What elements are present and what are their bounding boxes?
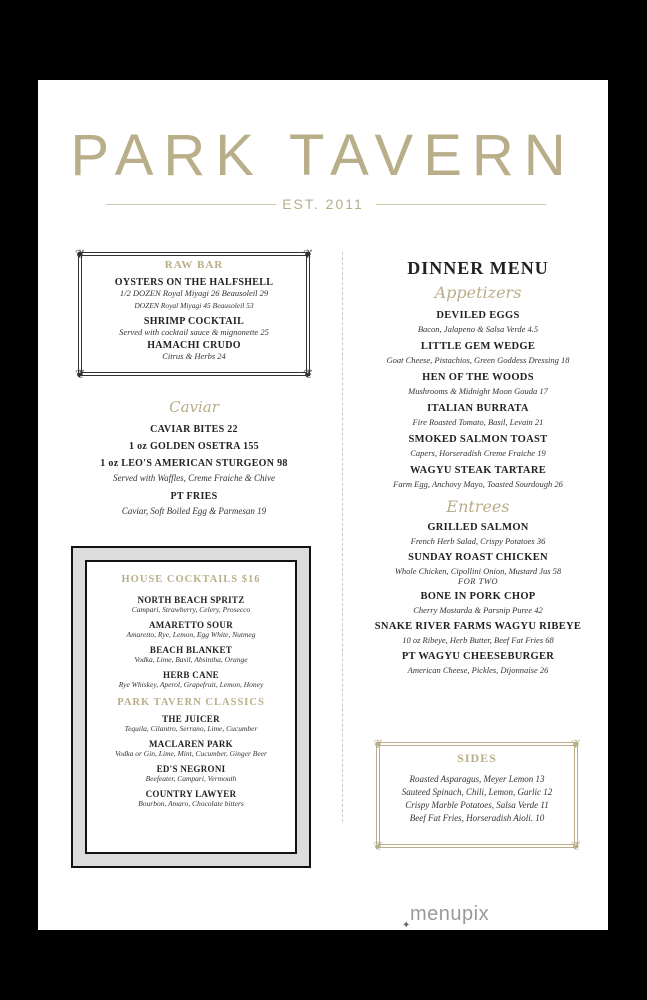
item-name: SUNDAY ROAST CHICKEN bbox=[408, 552, 548, 563]
menu-item bbox=[79, 340, 309, 361]
ornament-icon: ❦ bbox=[372, 737, 384, 751]
dinner-menu-section bbox=[368, 258, 588, 675]
item-desc: Served with cocktail sauce & mignonette 25 bbox=[119, 327, 269, 337]
item-desc: Mushrooms & Midnight Moon Gouda 17 bbox=[408, 386, 548, 396]
ornament-icon: ❦ bbox=[570, 737, 582, 751]
menu-item bbox=[87, 714, 295, 733]
menu-item bbox=[368, 403, 588, 427]
item-desc: Bourbon, Amaro, Chocolate bitters bbox=[138, 799, 244, 808]
menu-item bbox=[368, 552, 588, 586]
column-divider bbox=[342, 252, 343, 822]
item-name: HERB CANE bbox=[163, 670, 219, 680]
item-name: MACLAREN PARK bbox=[149, 739, 233, 749]
item-desc: Farm Egg, Anchovy Mayo, Toasted Sourdough 26 bbox=[393, 479, 563, 489]
item-desc: Goat Cheese, Pistachios, Green Goddess Dressing 18 bbox=[386, 355, 570, 365]
item-name: LITTLE GEM WEDGE bbox=[420, 341, 536, 352]
item-name: CAVIAR BITES 22 bbox=[150, 424, 238, 435]
menu-item bbox=[87, 764, 295, 783]
item-desc: 10 oz Ribeye, Herb Butter, Beef Fat Fries 68 bbox=[402, 635, 554, 645]
restaurant-logo: PARK TAVERN bbox=[70, 123, 576, 188]
item-desc: Whole Chicken, Cipollini Onion, Mustard Jus 58 bbox=[394, 566, 562, 576]
menu-item bbox=[78, 458, 310, 483]
item-name: DEVILED EGGS bbox=[436, 310, 520, 321]
menu-item bbox=[87, 620, 295, 639]
item-name: OYSTERS ON THE HALFSHELL bbox=[114, 277, 274, 288]
item-name: NORTH BEACH SPRITZ bbox=[137, 595, 245, 605]
menu-item bbox=[87, 595, 295, 614]
est-rule-right bbox=[376, 204, 546, 205]
ornament-icon: ❦ bbox=[74, 367, 86, 381]
item-name: SMOKED SALMON TOAST bbox=[408, 434, 548, 445]
menu-item bbox=[87, 645, 295, 664]
menu-item bbox=[368, 621, 588, 645]
item-desc: Amaretto, Rye, Lemon, Egg White, Nutmeg bbox=[126, 630, 256, 639]
item-desc: Cherry Mostarda & Parsnip Puree 42 bbox=[413, 605, 543, 615]
item-desc: Campari, Strawberry, Celery, Prosecco bbox=[131, 605, 251, 614]
item-desc: American Cheese, Pickles, Dijonnaise 26 bbox=[407, 665, 549, 675]
item-desc: Citrus & Herbs 24 bbox=[162, 351, 226, 361]
menu-item bbox=[78, 424, 310, 435]
sides-list bbox=[377, 774, 577, 823]
menu-item bbox=[368, 651, 588, 675]
menu-item bbox=[368, 522, 588, 546]
menu-item bbox=[368, 341, 588, 365]
house-cocktails-title: HOUSE COCKTAILS $16 bbox=[121, 574, 261, 585]
raw-bar-box bbox=[74, 247, 314, 381]
ornament-icon: ❦ bbox=[302, 247, 314, 261]
item-name: WAGYU STEAK TARTARE bbox=[409, 465, 547, 476]
item-desc: Tequila, Cilantro, Serrano, Lime, Cucumber bbox=[124, 724, 258, 733]
item-name: PT WAGYU CHEESEBURGER bbox=[401, 651, 555, 662]
item-desc: Capers, Horseradish Creme Fraiche 19 bbox=[410, 448, 546, 458]
appetizers-title: Appetizers bbox=[434, 283, 522, 302]
item-desc: French Herb Salad, Crispy Potatoes 36 bbox=[410, 536, 546, 546]
cocktails-box bbox=[71, 546, 311, 868]
item-desc: Served with Waffles, Creme Fraiche & Chive bbox=[112, 473, 276, 483]
sides-title: SIDES bbox=[457, 751, 497, 765]
menu-item bbox=[87, 670, 295, 689]
side-item: Roasted Asparagus, Meyer Lemon 13 bbox=[409, 774, 545, 784]
entrees-title: Entrees bbox=[446, 497, 510, 516]
item-desc: Caviar, Soft Boiled Egg & Parmesan 19 bbox=[121, 506, 267, 516]
item-name: HAMACHI CRUDO bbox=[147, 340, 241, 351]
item-desc: Vodka, Lime, Basil, Absintha, Orange bbox=[134, 655, 248, 664]
dinner-menu-title: DINNER MENU bbox=[407, 258, 549, 278]
ornament-icon: ❦ bbox=[74, 247, 86, 261]
side-item: Beef Fat Fries, Horseradish Aioli. 10 bbox=[409, 813, 545, 823]
caviar-section bbox=[78, 398, 310, 516]
caviar-title: Caviar bbox=[169, 398, 219, 416]
side-item: Sauteed Spinach, Chili, Lemon, Garlic 12 bbox=[401, 787, 553, 797]
menu-item bbox=[368, 465, 588, 489]
item-name: SNAKE RIVER FARMS WAGYU RIBEYE bbox=[374, 621, 582, 632]
menu-item bbox=[368, 310, 588, 334]
item-name: THE JUICER bbox=[162, 714, 220, 724]
item-desc: Fire Roasted Tomato, Basil, Levain 21 bbox=[412, 417, 544, 427]
menu-item bbox=[79, 277, 309, 310]
item-name: PT FRIES bbox=[170, 491, 218, 502]
established-year: EST. 2011 bbox=[282, 196, 364, 212]
item-desc: Beefeater, Campari, Vermouth bbox=[145, 774, 237, 783]
item-desc: Rye Whiskey, Aperol, Grapefruit, Lemon, Honey bbox=[118, 680, 264, 689]
ornament-icon: ❦ bbox=[372, 839, 384, 853]
menu-item bbox=[368, 372, 588, 396]
item-name: SHRIMP COCKTAIL bbox=[143, 316, 245, 327]
raw-bar-title: RAW BAR bbox=[164, 259, 224, 271]
menu-item bbox=[78, 441, 310, 452]
menu-item bbox=[87, 739, 295, 758]
item-name: 1 oz LEO'S AMERICAN STURGEON 98 bbox=[100, 458, 288, 469]
menu-item bbox=[79, 316, 309, 337]
ornament-icon: ❦ bbox=[570, 839, 582, 853]
item-desc: Bacon, Jalapeno & Salsa Verde 4.5 bbox=[417, 324, 539, 334]
classics-title: PARK TAVERN CLASSICS bbox=[117, 697, 265, 708]
item-name: BEACH BLANKET bbox=[149, 645, 233, 655]
item-desc: 1/2 DOZEN Royal Miyagi 26 Beausoleil 29 bbox=[119, 288, 269, 298]
menu-item bbox=[368, 434, 588, 458]
item-name: GRILLED SALMON bbox=[427, 522, 529, 533]
item-name: HEN OF THE WOODS bbox=[422, 372, 534, 383]
item-note: FOR TWO bbox=[457, 576, 499, 586]
menu-item bbox=[368, 591, 588, 615]
menu-item bbox=[78, 491, 310, 516]
ornament-icon: ❦ bbox=[302, 367, 314, 381]
item-name: 1 oz GOLDEN OSETRA 155 bbox=[129, 441, 259, 452]
watermark: menupix bbox=[410, 903, 490, 925]
cocktails-inner bbox=[85, 560, 297, 854]
sides-box bbox=[372, 737, 582, 853]
menu-item bbox=[87, 789, 295, 808]
item-name: AMARETTO SOUR bbox=[149, 620, 233, 630]
menu-page bbox=[38, 80, 608, 930]
item-name: ED'S NEGRONI bbox=[156, 764, 226, 774]
item-name: ITALIAN BURRATA bbox=[427, 403, 529, 414]
item-name: BONE IN PORK CHOP bbox=[420, 591, 536, 602]
watermark-icon: ✦ bbox=[402, 920, 411, 931]
item-desc: Vodka or Gin, Lime, Mint, Cucumber, Ginger Beer bbox=[115, 749, 267, 758]
item-name: COUNTRY LAWYER bbox=[145, 789, 237, 799]
side-item: Crispy Marble Potatoes, Salsa Verde 11 bbox=[405, 800, 549, 810]
item-desc: DOZEN Royal Miyagi 45 Beausoleil 53 bbox=[134, 301, 254, 310]
